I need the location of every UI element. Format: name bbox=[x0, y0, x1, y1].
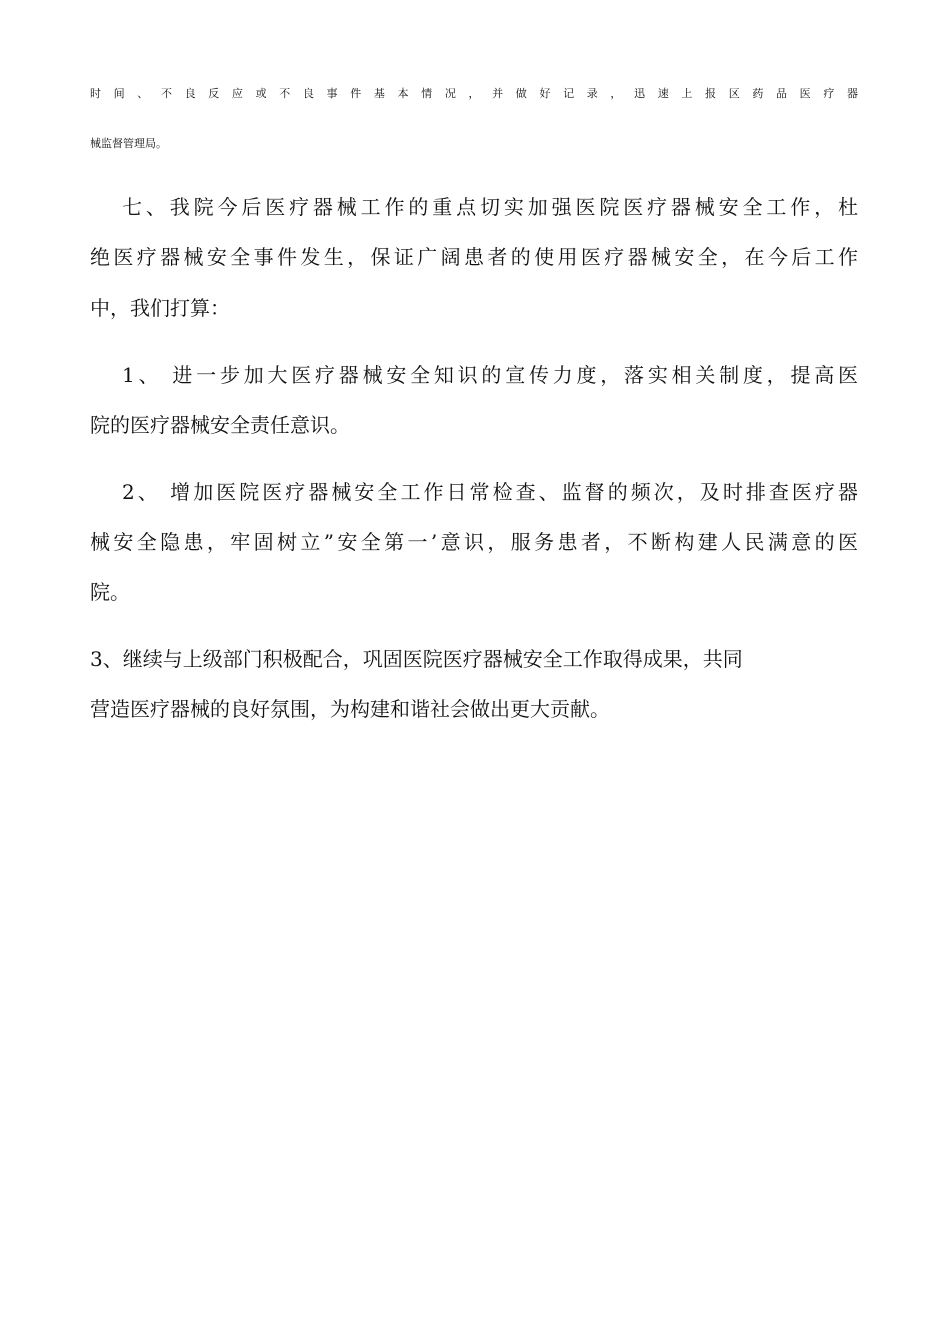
item-3-line-1: 3、继续与上级部门积极配合，巩固医院医疗器械安全工作取得成果，共同 bbox=[90, 647, 743, 671]
item-1-line-1: 1、 进一步加大医疗器械安全知识的宣传力度，落实相关制度，提高医 bbox=[122, 363, 858, 387]
section-7-line-3: 中，我们打算： bbox=[90, 296, 230, 320]
intro-line-2: 械监督管理局。 bbox=[90, 137, 167, 150]
intro-line-1: 时 间 、 不 良 反 应 或 不 良 事 件 基 本 情 况 ， 并 做 好 记 录 ， 迅 速 上 报 区 药 品 医 疗 器 bbox=[90, 87, 858, 100]
item-2-line-3: 院。 bbox=[90, 580, 130, 604]
section-7-line-2: 绝医疗器械安全事件发生，保证广阔患者的使用医疗器械安全，在今后工作 bbox=[90, 245, 858, 269]
item-1-line-2: 院的医疗器械安全责任意识。 bbox=[90, 413, 350, 437]
item-3-line-2: 营造医疗器械的良好氛围，为构建和谐社会做出更大贡献。 bbox=[90, 697, 610, 721]
item-2-line-1: 2、 增加医院医疗器械安全工作日常检查、监督的频次，及时排查医疗器 bbox=[122, 480, 858, 504]
section-7-line-1: 七、我院今后医疗器械工作的重点切实加强医院医疗器械安全工作，杜 bbox=[122, 195, 858, 219]
item-2-line-2: 械安全隐患，牢固树立”安全第一’意识，服务患者，不断构建人民满意的医 bbox=[90, 530, 858, 554]
